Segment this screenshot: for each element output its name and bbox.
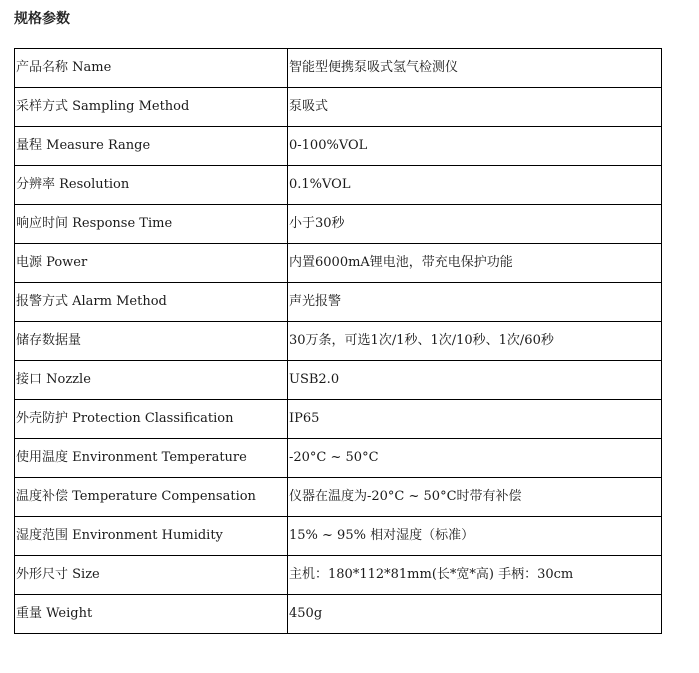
spec-value: 0-100%VOL <box>288 127 662 166</box>
spec-table <box>14 48 662 634</box>
spec-value: 内置6000mA锂电池，带充电保护功能 <box>288 244 662 283</box>
spec-label: 重量 Weight <box>15 595 288 634</box>
table-row <box>15 517 662 556</box>
spec-label: 温度补偿 Temperature Compensation <box>15 478 288 517</box>
spec-value: 小于30秒 <box>288 205 662 244</box>
spec-label: 报警方式 Alarm Method <box>15 283 288 322</box>
table-row <box>15 166 662 205</box>
spec-label: 产品名称 Name <box>15 49 288 88</box>
spec-label: 响应时间 Response Time <box>15 205 288 244</box>
table-row <box>15 322 662 361</box>
table-row <box>15 127 662 166</box>
spec-value: 450g <box>288 595 662 634</box>
table-row <box>15 478 662 517</box>
spec-value: 15% ~ 95% 相对湿度（标准） <box>288 517 662 556</box>
spec-value: 智能型便携泵吸式氢气检测仪 <box>288 49 662 88</box>
spec-label: 储存数据量 <box>15 322 288 361</box>
spec-label: 分辨率 Resolution <box>15 166 288 205</box>
spec-label: 电源 Power <box>15 244 288 283</box>
spec-value: 0.1%VOL <box>288 166 662 205</box>
table-row <box>15 49 662 88</box>
spec-value: 仪器在温度为-20°C ~ 50°C时带有补偿 <box>288 478 662 517</box>
table-row <box>15 205 662 244</box>
spec-label: 使用温度 Environment Temperature <box>15 439 288 478</box>
table-row <box>15 283 662 322</box>
spec-value: -20°C ~ 50°C <box>288 439 662 478</box>
table-row <box>15 244 662 283</box>
spec-label: 湿度范围 Environment Humidity <box>15 517 288 556</box>
table-row <box>15 439 662 478</box>
spec-value: 泵吸式 <box>288 88 662 127</box>
spec-label: 外形尺寸 Size <box>15 556 288 595</box>
spec-value: IP65 <box>288 400 662 439</box>
spec-value: 声光报警 <box>288 283 662 322</box>
spec-label: 采样方式 Sampling Method <box>15 88 288 127</box>
table-row <box>15 361 662 400</box>
spec-value: 主机：180*112*81mm(长*宽*高) 手柄：30cm <box>288 556 662 595</box>
spec-label: 外壳防护 Protection Classification <box>15 400 288 439</box>
spec-label: 接口 Nozzle <box>15 361 288 400</box>
spec-value: USB2.0 <box>288 361 662 400</box>
table-row <box>15 88 662 127</box>
section-title: 规格参数 <box>14 11 70 27</box>
table-row <box>15 595 662 634</box>
table-row <box>15 556 662 595</box>
spec-label: 量程 Measure Range <box>15 127 288 166</box>
table-row <box>15 400 662 439</box>
spec-value: 30万条，可选1次/1秒、1次/10秒、1次/60秒 <box>288 322 662 361</box>
